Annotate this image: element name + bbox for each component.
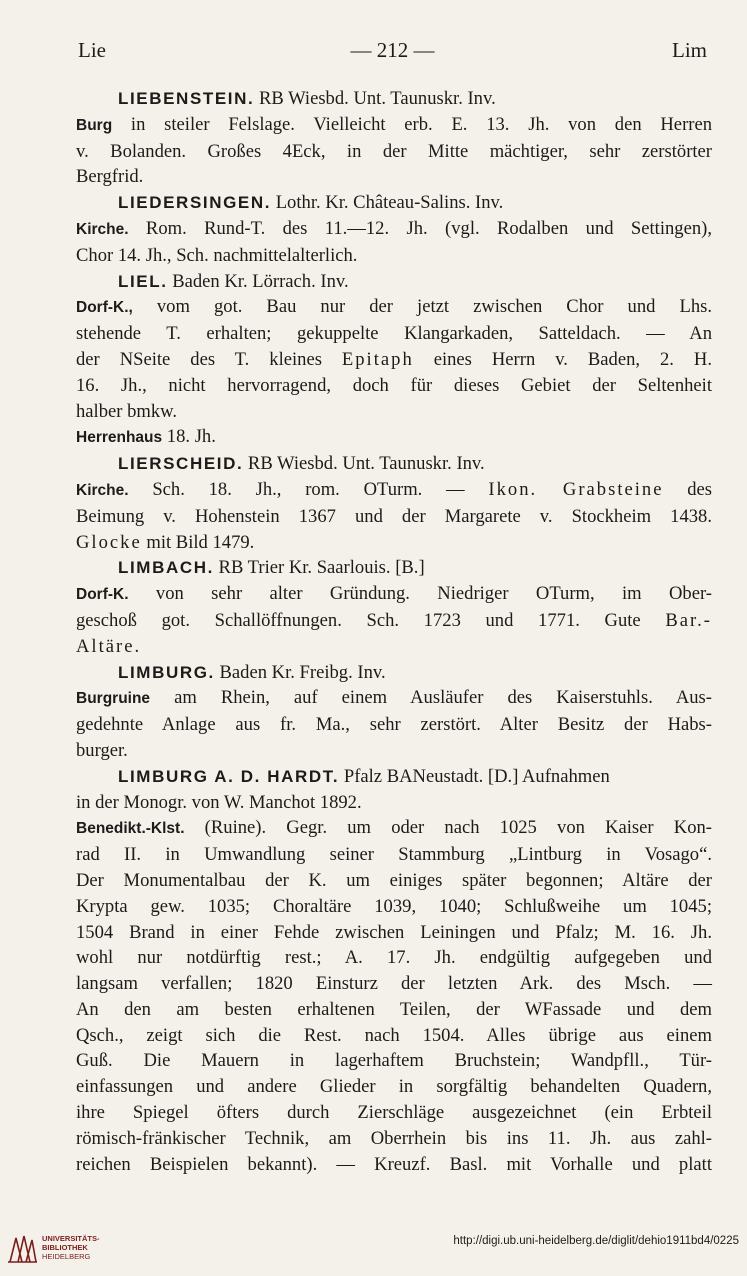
page-footer bbox=[0, 1224, 747, 1276]
running-header bbox=[78, 38, 707, 68]
object-label: Kirche. bbox=[76, 220, 129, 238]
headword: LIEBENSTEIN. bbox=[118, 89, 255, 108]
object-label: Kirche. bbox=[76, 481, 129, 499]
entry-limbach: LIMBACH. RB Trier Kr. Saarlouis. [B.] Dorf-K. von sehr alter Gründung. Niedriger OTurm, im Ober- geschoß got. Schallöffnungen. Sch. 1723 und 1771. Gute Bar.- Altäre. bbox=[76, 557, 712, 657]
object-label: Dorf-K. bbox=[76, 586, 129, 604]
source-url-link[interactable]: http://digi.ub.uni-heidelberg.de/diglit/dehio1911bd4/0225 bbox=[453, 1235, 739, 1247]
header-left-keyword: Lie bbox=[78, 38, 106, 62]
object-label: Dorf-K., bbox=[76, 299, 133, 317]
object-label: Herrenhaus bbox=[76, 429, 163, 447]
entry-liebenstein: LIEBENSTEIN. RB Wiesbd. Unt. Taunuskr. Inv. Burg in steiler Felslage. Vielleicht erb. E. 13. Jh. von den Herren v. Bolanden. Großes 4Eck, in der Mitte mächtiger, sehr zerstörter Bergfrid. bbox=[76, 88, 712, 188]
headword: LIEL. bbox=[118, 271, 168, 291]
headword: LIEDERSINGEN. bbox=[118, 193, 272, 213]
library-name: UNIVERSITÄTS- BIBLIOTHEK HEIDELBERG bbox=[42, 1234, 100, 1261]
page-number: — 212 — bbox=[350, 38, 435, 62]
entry-liel: LIEL. Baden Kr. Lörrach. Inv. Dorf-K., vom got. Bau nur der jetzt zwischen Chor und Lhs. stehende T. erhalten; gekuppelte Klangarkaden, Satteldach. — An der NSeite des T. kleines Epitaph eines Herrn v. Baden, 2. H. 16. Jh., nicht hervorragend, doch für dieses Gebiet der Seltenheit halber bmkw. Herrenhaus 18. Jh. bbox=[76, 270, 712, 448]
header-right-keyword: Lim bbox=[672, 38, 707, 62]
university-library-logo-icon bbox=[6, 1232, 38, 1266]
object-label: Burgruine bbox=[76, 690, 151, 708]
headword: LIERSCHEID. bbox=[118, 454, 244, 474]
entry-lierscheid: LIERSCHEID. RB Wiesbd. Unt. Taunuskr. Inv. Kirche. Sch. 18. Jh., rom. OTurm. — Ikon. Grabsteine des Beimung v. Hohenstein 1367 und der Margarete v. Stockheim 1438. Glocke mit Bild 1479. bbox=[76, 453, 712, 553]
object-label: Benedikt.-Klst. bbox=[76, 820, 185, 838]
headword: LIMBACH. bbox=[118, 558, 214, 578]
entry-liedersingen: LIEDERSINGEN. Lothr. Kr. Château-Salins. Inv. Kirche. Rom. Rund-T. des 11.—12. Jh. (vgl. Rodalben und Settingen), Chor 14. Jh., Sch. nachmittelalterlich. bbox=[76, 192, 712, 266]
headword: LIMBURG A. D. HARDT. bbox=[118, 766, 340, 786]
entry-limburg-a-d-hardt: LIMBURG A. D. HARDT. Pfalz BANeustadt. [D.] Aufnahmen in der Monogr. von W. Manchot 1892. Benedikt.-Klst. (Ruine). Gegr. um oder nach 1025 von Kaiser Kon- rad II. in Umwandlung seiner Stammburg „Lintburg in Vosago“. Der Monumentalbau der K. um einiges später begonnen; Altäre der Krypta gew. 1035; Choraltäre 1039, 1040; Schlußweihe um 1045; 1504 Brand in einer Fehde zwischen Leiningen und Pfalz; M. 16. Jh. wohl nur notdürftig rest.; A. 17. Jh. endgültig aufgegeben und langsam verfallen; 1820 Einsturz der letzten Ark. des Msch. — An den am besten erhaltenen Teilen, der WFassade und dem Qsch., zeigt sich die Rest. nach 1504. Alles übrige aus einem Guß. Die Mauern in lagerhaftem Bruchstein; Wandpfll., Tür- einfassungen und andere Glieder in sorgfältig behandelten Quadern, ihre Spiegel öfters durch Zierschläge ausgezeichnet (ein Erbteil römisch-fränkischer Technik, am Oberrhein bis ins 11. Jh. aus zahl- reichen Beispielen bekannt). — Kreuzf. Basl. mit Vorhalle und platt bbox=[76, 765, 712, 1175]
entry-limburg: LIMBURG. Baden Kr. Freibg. Inv. Burgruine am Rhein, auf einem Ausläufer des Kaiserstuhls. Aus- gedehnte Anlage aus fr. Ma., sehr zerstört. Alter Besitz der Habs- burger. bbox=[76, 661, 712, 761]
page-body bbox=[76, 86, 712, 1177]
headword: LIMBURG. bbox=[118, 662, 215, 682]
object-label: Burg bbox=[76, 116, 113, 134]
